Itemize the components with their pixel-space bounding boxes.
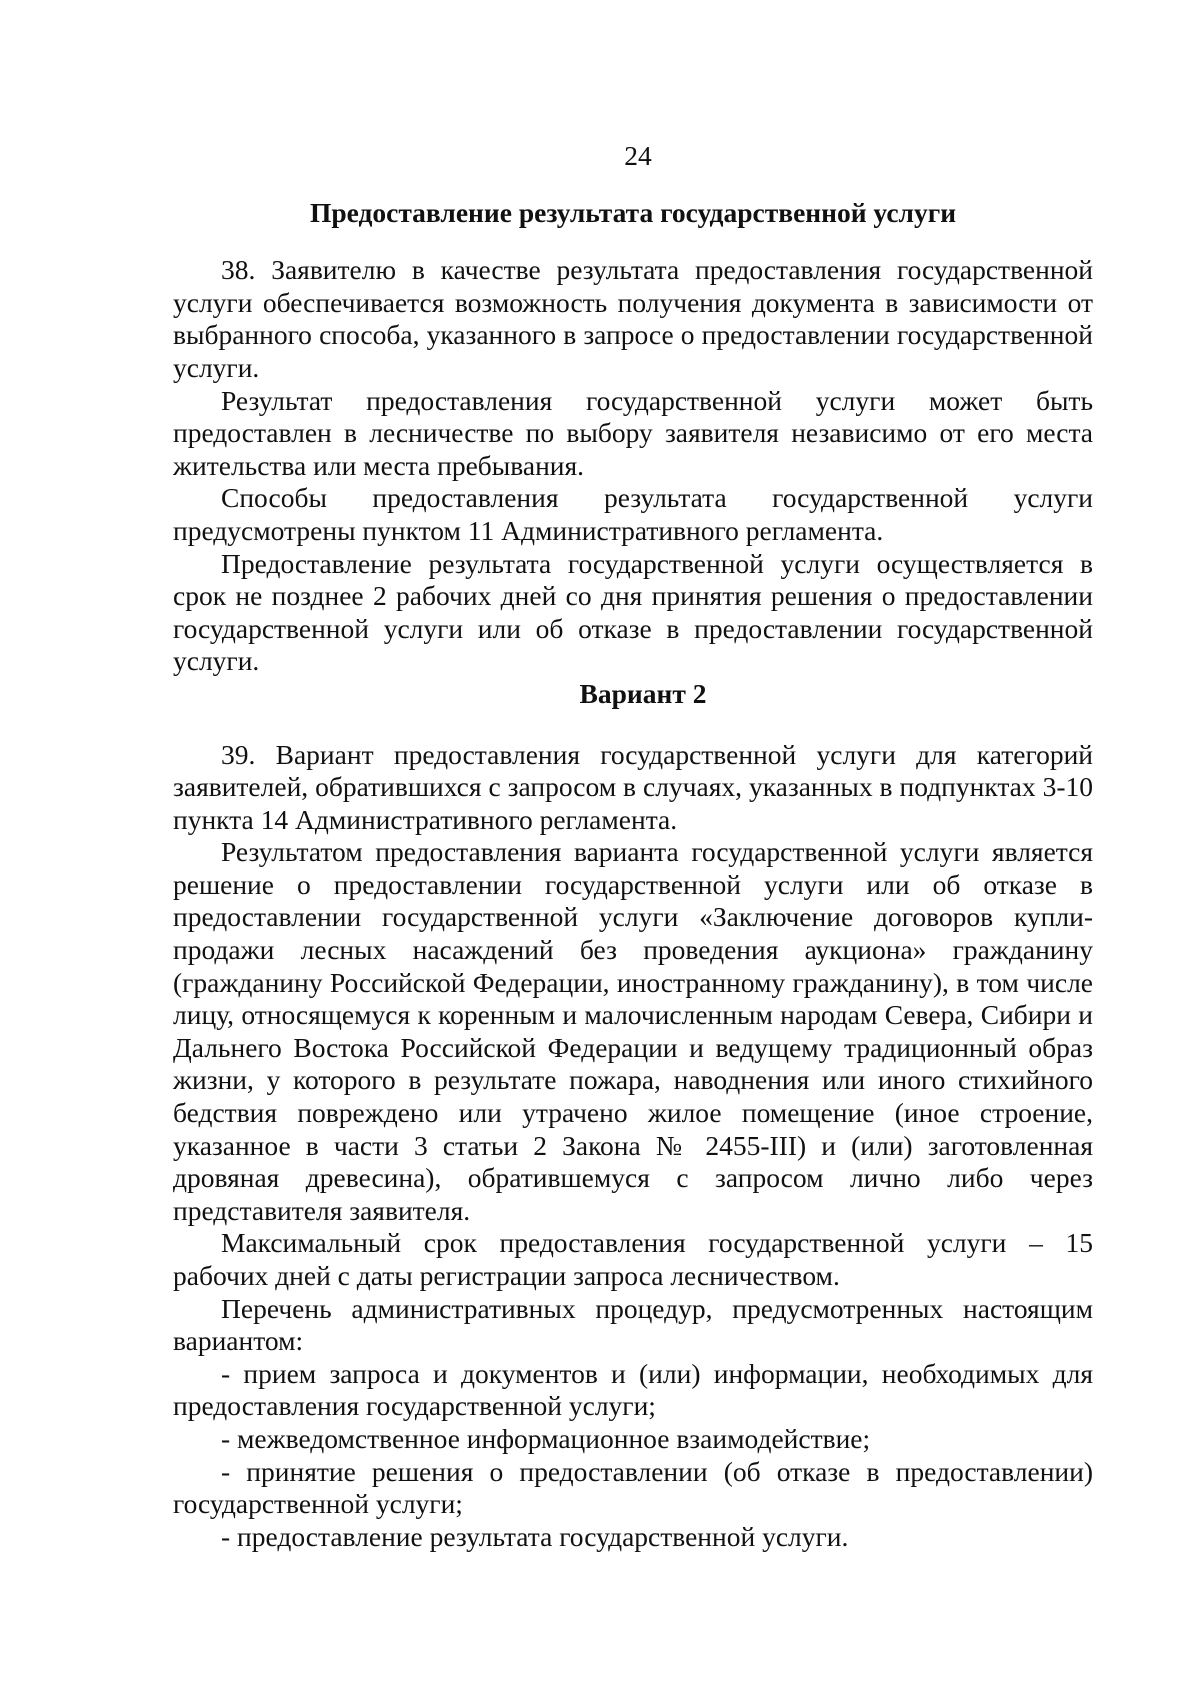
list-item-procedure-3: - принятие решения о предоставлении (об отказе в предоставлении) государственной услуги; xyxy=(173,1455,1093,1520)
paragraph-variant-result: Результатом предоставления варианта государственной услуги является решение о предоставлении государственной услуги или об отказе в предоставлении государственной услуги «Заключение договоров купли-продажи лесных насаждений без проведения аукциона» гражданину (гражданину Российской Федерации, иностранному гражданину), в том числе лицу, относящемуся к коренным и малочисленным народам Севера, Сибири и Дальнего Востока Российской Федерации и ведущему традиционный образ жизни, у которого в результате пожара, наводнения или иного стихийного бедствия повреждено или утрачено жилое помещение (иное строение, указанное в части 3 статьи 2 Закона № 2455-III) и (или) заготовленная дровяная древесина), обратившемуся с запросом лично либо через представителя заявителя. xyxy=(173,836,1093,1226)
paragraph-result-deadline: Предоставление результата государственной услуги осуществляется в срок не позднее 2 рабочих дней со дня принятия решения о предоставлении государственной услуги или об отказе в предоставлении государственной услуги. xyxy=(173,547,1093,677)
paragraph-max-term: Максимальный срок предоставления государственной услуги – 15 рабочих дней с даты регистрации запроса лесничеством. xyxy=(173,1227,1093,1291)
section-title-variant-2: Вариант 2 xyxy=(579,677,707,709)
document-page xyxy=(173,140,1093,1553)
paragraph-39: 39. Вариант предоставления государственной услуги для категорий заявителей, обратившихся с запросом в случаях, указанных в подпунктах 3-10 пункта 14 Административного регламента. xyxy=(173,738,1093,835)
paragraph-procedures-intro: Перечень административных процедур, предусмотренных настоящим вариантом: xyxy=(173,1292,1093,1357)
page-number: 24 xyxy=(624,140,652,171)
list-item-procedure-1: - прием запроса и документов и (или) информации, необходимых для предоставления государственной услуги; xyxy=(173,1357,1093,1422)
paragraph-result-methods: Способы предоставления результата государственной услуги предусмотрены пунктом 11 Административного регламента. xyxy=(173,482,1093,546)
paragraph-result-place: Результат предоставления государственной услуги может быть предоставлен в лесничестве по выбору заявителя независимо от его места жительства или места пребывания. xyxy=(173,384,1093,481)
paragraph-38: 38. Заявителю в качестве результата предоставления государственной услуги обеспечивается возможность получения документа в зависимости от выбранного способа, указанного в запросе о предоставлении государственной услуги. xyxy=(173,254,1093,383)
section-title-result: Предоставление результата государственной услуги xyxy=(309,196,957,228)
list-item-procedure-4: - предоставление результата государственной услуги. xyxy=(221,1520,849,1552)
list-item-procedure-2: - межведомственное информационное взаимодействие; xyxy=(221,1422,871,1454)
